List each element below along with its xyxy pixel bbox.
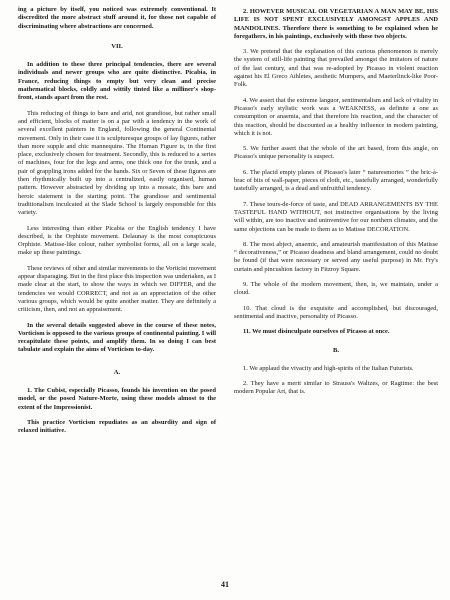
page-number: 41 [221, 580, 229, 589]
section-heading: VII. [111, 42, 123, 50]
subsection-heading-a: A. [113, 368, 121, 376]
numbered-item: 10. That cloud is the exquisite and accomplished, but discouraged, sentimental and inactive, personality of Picasso. [234, 304, 438, 320]
numbered-item: 5. We further assert that the whole of the art based, from this angle, on Picasso's unique personality is suspect. [234, 145, 438, 161]
numbered-item: 4. We assert that the extreme languor, sentimentalism and lack of vitality in Picasso's early stylistic work was a WEAKNESS, as definite a one as consumption or anaemia, and that therefore his reaction, and the character of this reaction, should be discounted as a healthy influence in modern painting, which it is not. [234, 96, 438, 137]
paragraph: This reducing of things to bare and arid, not grandiose, but rather small and efficient, blocks of matter is on a par with a tendency in the work of several excellent painters in England, following the general Continental movement. Only in their case it is sculpturesque groups of lay figures, rather than more supple and chic mannequins. The Human Figure is, in the first place, exclusively chosen for treatment. Secondly, this is reduced to a series of machines, four for the legs and arms, one thick one for the trunk, and a pair of grappling irons added for the hands. Six or Seven of these figures are then rhythmically built up into a centralized, easily organised, human pattern. However abstracted by dividing up into a mosaic, this bare and heroic statement is the starting point. The grandiose and sentimental traditionalism inculcated at the Slade School is largely responsible for this variety. [18, 109, 216, 217]
paragraph: In the several details suggested above in the course of these notes, Vorticism is opposed to the various groups of continental painting. I will recapitulate these points, and amplify them. In so doing I can best tabulate and explain the aims of Vorticism to-day. [18, 321, 216, 354]
paragraph: In addition to these three principal tendencies, there are several individuals and newer groups who are quite distinctive. Picabia, in France, reducing things to empty but very clean and precise mathematical blocks, coldly and wittily tinted like a milliner's shop-front, stands apart from the rest. [18, 61, 216, 102]
numbered-item: 7. These tours-de-force of taste, and DEAD ARRANGEMENTS BY THE TASTEFUL HAND WITHOUT, not instinctive organisations by the living will within, are too inactive and uninventive for our northern climates, and the same objections can be made to them as to Matisse DECORATION. [234, 200, 438, 233]
numbered-item: 8. The most abject, anaemic, and amateurish manifestation of this Matisse “ decorativeness,” or Picasso deadness and bland arrangement, could no doubt be found (if that were necessary or served any useful purpose) in Mr. Fry's curtain and pincushion factory in Fitzroy Square. [234, 240, 438, 273]
numbered-item: 3. We pretend that the explanation of this curious phenomenon is merely the system of still-life painting that prevailed amongst the imitators of nature of the last century, and that was re-adopted by Picasso in violent reaction against his El Greco Athletes, aesthetic Mumpers, and Maeterlinck-like Poor-Folk. [234, 48, 438, 89]
left-column [18, 6, 216, 442]
numbered-item: 6. The placid empty planes of Picasso's later “ naturesmortes ” the bric-à-brac of bits of wall-paper, pieces of cloth, etc., tastefully arranged, wonderfully tastefully arranged, is a dead and unfruitful tendency. [234, 168, 438, 193]
numbered-item: 11. We must disinculpate ourselves of Picasso at once. [243, 328, 390, 336]
continued-paragraph: ing a picture by itself, you noticed was extremely conventional. It discredited the more abstract stuff around it, for those not capable of discriminating where abstractions are concerned. [18, 6, 216, 30]
paragraph: These reviews of other and similar movements to the Vorticist movement appear disparaging. But in the first place this inspection was undertaken, as I made clear at the start, to show the ways in which we DIFFER, and the tendencies we would CORRECT, and not as an appreciation of the other various groups, which would be quite another matter. They are definitely a criticism, then, and not an appraisement. [18, 264, 216, 314]
subsection-heading-b: B. [332, 346, 340, 354]
numbered-item: 9. The whole of the modern movement, then, is, we maintain, under a cloud. [234, 281, 438, 297]
numbered-item: 1. We applaud the vivacity and high-spirits of the Italian Futurists. [243, 364, 414, 372]
numbered-item: 2. They have a merit similar to Strauss's Waltzes, or Ragtime: the best modern Popular Art, that is. [234, 380, 438, 396]
numbered-item: This practice Vorticism repudiates as an absurdity and sign of relaxed initiative. [18, 418, 216, 435]
paragraph: Less interesting than either Picabia or the English tendency I have described, is the Orphiste movement. Delaunay is the most conspicuous Orphiste. Matisse-like colour, rather symbolist forms, all on a large scale, make up these paintings. [18, 224, 216, 257]
numbered-item: 2. HOWEVER MUSICAL OR VEGETARIAN A MAN MAY BE, HIS LIFE IS NOT SPENT EXCLUSIVELY AMONGST APPLES AND MANDOLINES. Therefore there is something to be explained when he foregathers, in his paintings, exclusively with these two objects. [234, 8, 438, 40]
numbered-item: 1. The Cubist, especially Picasso, founds his invention on the posed model, or the posed Nature-Morte, using these models almost to the extent of the Impressionist. [18, 386, 216, 411]
right-column [234, 6, 438, 404]
